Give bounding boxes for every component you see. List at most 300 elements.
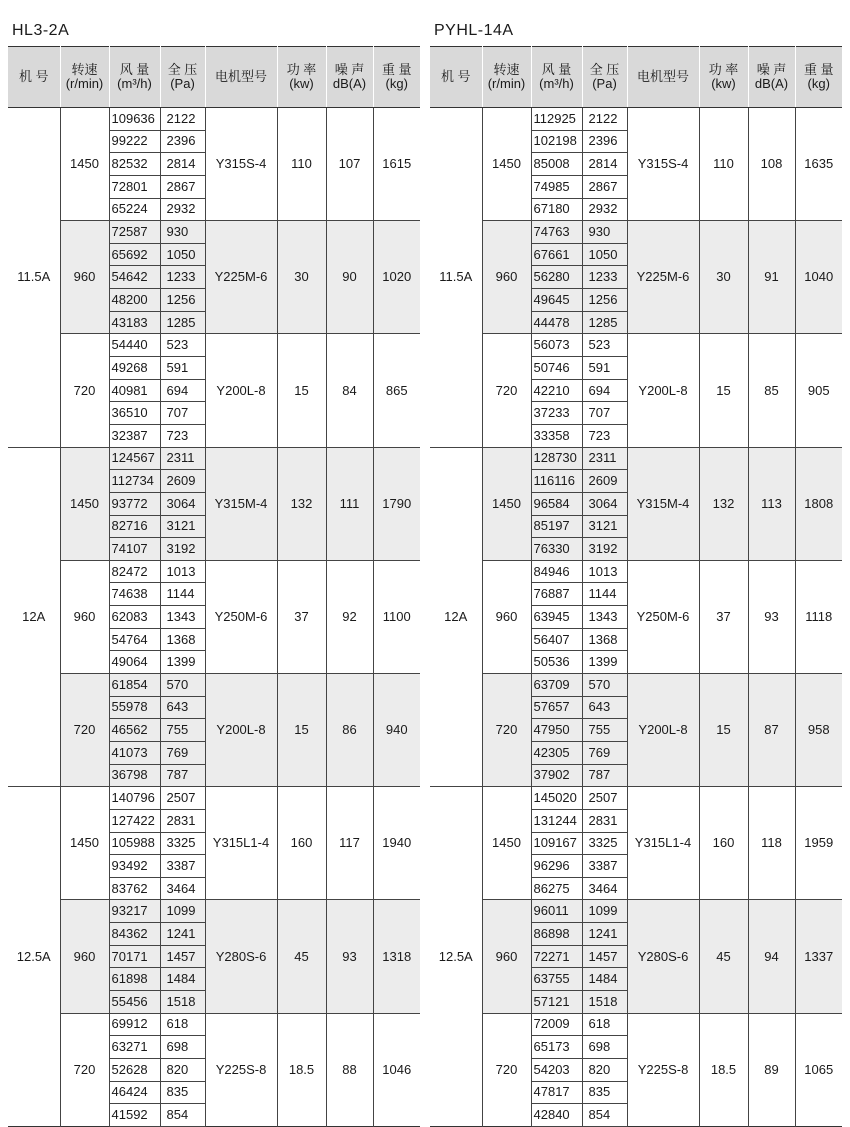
flow-cell: 54203 <box>531 1058 582 1081</box>
flow-cell: 49645 <box>531 289 582 312</box>
pressure-cell: 1099 <box>582 900 627 923</box>
power-cell: 110 <box>699 108 748 221</box>
speed-cell: 1450 <box>60 787 109 900</box>
pressure-cell: 1233 <box>582 266 627 289</box>
pressure-cell: 835 <box>582 1081 627 1104</box>
pressure-cell: 1013 <box>582 560 627 583</box>
weight-cell: 1940 <box>373 787 420 900</box>
pressure-cell: 2932 <box>160 198 205 221</box>
flow-cell: 76330 <box>531 538 582 561</box>
flow-cell: 72801 <box>109 175 160 198</box>
flow-cell: 145020 <box>531 787 582 810</box>
noise-cell: 94 <box>748 900 795 1013</box>
motor-cell: Y315L1-4 <box>205 787 277 900</box>
speed-cell: 960 <box>482 900 531 1013</box>
pressure-cell: 618 <box>582 1013 627 1036</box>
speed-cell: 1450 <box>60 108 109 221</box>
pressure-cell: 3325 <box>160 832 205 855</box>
header-noise: 噪 声 dB(A) <box>326 47 373 108</box>
weight-cell: 1790 <box>373 447 420 560</box>
weight-cell: 1046 <box>373 1013 420 1126</box>
pressure-cell: 694 <box>160 379 205 402</box>
flow-cell: 46562 <box>109 719 160 742</box>
pressure-cell: 1285 <box>160 311 205 334</box>
flow-cell: 61898 <box>109 968 160 991</box>
flow-cell: 84946 <box>531 560 582 583</box>
power-cell: 37 <box>699 560 748 673</box>
header-noise: 噪 声 dB(A) <box>748 47 795 108</box>
header-pressure: 全 压 (Pa) <box>582 47 627 108</box>
pressure-cell: 2311 <box>160 447 205 470</box>
flow-cell: 65692 <box>109 243 160 266</box>
pressure-cell: 930 <box>582 221 627 244</box>
flow-cell: 127422 <box>109 809 160 832</box>
power-cell: 18.5 <box>699 1013 748 1126</box>
flow-cell: 50746 <box>531 357 582 380</box>
flow-cell: 32387 <box>109 424 160 447</box>
speed-cell: 960 <box>60 560 109 673</box>
flow-cell: 93772 <box>109 492 160 515</box>
pressure-cell: 523 <box>160 334 205 357</box>
pressure-cell: 2814 <box>160 153 205 176</box>
pressure-cell: 3121 <box>160 515 205 538</box>
flow-cell: 65224 <box>109 198 160 221</box>
table-row <box>8 447 420 470</box>
pressure-cell: 1144 <box>582 583 627 606</box>
flow-cell: 56407 <box>531 628 582 651</box>
noise-cell: 88 <box>326 1013 373 1126</box>
flow-cell: 74107 <box>109 538 160 561</box>
speed-cell: 960 <box>60 900 109 1013</box>
speed-cell: 720 <box>60 674 109 787</box>
flow-cell: 46424 <box>109 1081 160 1104</box>
header-power: 功 率 (kw) <box>699 47 748 108</box>
header-motor: 电机型号 <box>627 47 699 108</box>
speed-cell: 720 <box>60 1013 109 1126</box>
flow-cell: 82716 <box>109 515 160 538</box>
pressure-cell: 1241 <box>582 923 627 946</box>
noise-cell: 85 <box>748 334 795 447</box>
header-model: 机 号 <box>430 47 482 108</box>
pressure-cell: 2932 <box>582 198 627 221</box>
pressure-cell: 3192 <box>582 538 627 561</box>
noise-cell: 84 <box>326 334 373 447</box>
table-body <box>8 108 420 1127</box>
table-row <box>430 674 842 697</box>
pressure-cell: 835 <box>160 1081 205 1104</box>
speed-cell: 1450 <box>482 787 531 900</box>
model-cell: 12A <box>8 447 60 787</box>
power-cell: 110 <box>277 108 326 221</box>
speed-cell: 960 <box>60 221 109 334</box>
weight-cell: 1635 <box>795 108 842 221</box>
flow-cell: 93217 <box>109 900 160 923</box>
pressure-cell: 591 <box>582 357 627 380</box>
flow-cell: 44478 <box>531 311 582 334</box>
table-row <box>430 787 842 810</box>
speed-cell: 960 <box>482 221 531 334</box>
noise-cell: 91 <box>748 221 795 334</box>
flow-cell: 61854 <box>109 674 160 697</box>
speed-cell: 720 <box>482 674 531 787</box>
flow-cell: 55456 <box>109 990 160 1013</box>
speed-cell: 1450 <box>60 447 109 560</box>
flow-cell: 65173 <box>531 1036 582 1059</box>
header-pressure: 全 压 (Pa) <box>160 47 205 108</box>
pressure-cell: 2609 <box>582 470 627 493</box>
power-cell: 132 <box>277 447 326 560</box>
noise-cell: 93 <box>326 900 373 1013</box>
motor-cell: Y315M-4 <box>205 447 277 560</box>
model-cell: 12.5A <box>430 787 482 1127</box>
flow-cell: 54642 <box>109 266 160 289</box>
header-speed: 转速 (r/min) <box>482 47 531 108</box>
speed-cell: 720 <box>60 334 109 447</box>
pressure-cell: 2507 <box>582 787 627 810</box>
pressure-cell: 1343 <box>160 606 205 629</box>
pressure-cell: 820 <box>160 1058 205 1081</box>
pressure-cell: 3325 <box>582 832 627 855</box>
pressure-cell: 643 <box>160 696 205 719</box>
flow-cell: 86898 <box>531 923 582 946</box>
pressure-cell: 2814 <box>582 153 627 176</box>
motor-cell: Y250M-6 <box>205 560 277 673</box>
pressure-cell: 1399 <box>160 651 205 674</box>
pressure-cell: 1144 <box>160 583 205 606</box>
weight-cell: 1808 <box>795 447 842 560</box>
weight-cell: 865 <box>373 334 420 447</box>
pressure-cell: 2867 <box>160 175 205 198</box>
flow-cell: 54440 <box>109 334 160 357</box>
flow-cell: 99222 <box>109 130 160 153</box>
pressure-cell: 2396 <box>160 130 205 153</box>
pressure-cell: 854 <box>160 1104 205 1127</box>
table-title-hl3-2a: HL3-2A <box>12 22 70 39</box>
flow-cell: 42305 <box>531 741 582 764</box>
header-flow: 风 量 (m³/h) <box>109 47 160 108</box>
flow-cell: 86275 <box>531 877 582 900</box>
table-row <box>8 900 420 923</box>
motor-cell: Y250M-6 <box>627 560 699 673</box>
table-title-pyhl-14a: PYHL-14A <box>434 22 514 39</box>
flow-cell: 67661 <box>531 243 582 266</box>
pressure-cell: 1343 <box>582 606 627 629</box>
speed-cell: 1450 <box>482 447 531 560</box>
table-row <box>8 334 420 357</box>
pressure-cell: 618 <box>160 1013 205 1036</box>
table-header <box>8 47 420 108</box>
flow-cell: 33358 <box>531 424 582 447</box>
pressure-cell: 1099 <box>160 900 205 923</box>
pressure-cell: 2609 <box>160 470 205 493</box>
header-model: 机 号 <box>8 47 60 108</box>
flow-cell: 82472 <box>109 560 160 583</box>
pressure-cell: 643 <box>582 696 627 719</box>
power-cell: 30 <box>277 221 326 334</box>
motor-cell: Y225M-6 <box>205 221 277 334</box>
flow-cell: 109636 <box>109 108 160 131</box>
table-row <box>430 334 842 357</box>
flow-cell: 140796 <box>109 787 160 810</box>
motor-cell: Y225S-8 <box>627 1013 699 1126</box>
pressure-cell: 3121 <box>582 515 627 538</box>
header-weight: 重 量 (kg) <box>373 47 420 108</box>
noise-cell: 111 <box>326 447 373 560</box>
flow-cell: 96584 <box>531 492 582 515</box>
header-weight: 重 量 (kg) <box>795 47 842 108</box>
flow-cell: 69912 <box>109 1013 160 1036</box>
weight-cell: 1318 <box>373 900 420 1013</box>
noise-cell: 108 <box>748 108 795 221</box>
pressure-cell: 707 <box>582 402 627 425</box>
motor-cell: Y315S-4 <box>627 108 699 221</box>
pressure-cell: 755 <box>160 719 205 742</box>
pressure-cell: 2122 <box>160 108 205 131</box>
noise-cell: 87 <box>748 674 795 787</box>
power-cell: 132 <box>699 447 748 560</box>
pressure-cell: 723 <box>160 424 205 447</box>
pressure-cell: 3464 <box>160 877 205 900</box>
model-cell: 12.5A <box>8 787 60 1127</box>
pressure-cell: 723 <box>582 424 627 447</box>
model-cell: 11.5A <box>8 108 60 448</box>
weight-cell: 905 <box>795 334 842 447</box>
pressure-cell: 1050 <box>160 243 205 266</box>
flow-cell: 83762 <box>109 877 160 900</box>
weight-cell: 1065 <box>795 1013 842 1126</box>
flow-cell: 72271 <box>531 945 582 968</box>
pressure-cell: 1399 <box>582 651 627 674</box>
flow-cell: 96011 <box>531 900 582 923</box>
pressure-cell: 1518 <box>582 990 627 1013</box>
pressure-cell: 1285 <box>582 311 627 334</box>
flow-cell: 41073 <box>109 741 160 764</box>
table-row <box>430 560 842 583</box>
pressure-cell: 698 <box>582 1036 627 1059</box>
flow-cell: 62083 <box>109 606 160 629</box>
pressure-cell: 1484 <box>160 968 205 991</box>
pressure-cell: 1256 <box>160 289 205 312</box>
power-cell: 45 <box>699 900 748 1013</box>
weight-cell: 940 <box>373 674 420 787</box>
power-cell: 160 <box>277 787 326 900</box>
noise-cell: 113 <box>748 447 795 560</box>
speed-cell: 960 <box>482 560 531 673</box>
flow-cell: 40981 <box>109 379 160 402</box>
noise-cell: 90 <box>326 221 373 334</box>
flow-cell: 63271 <box>109 1036 160 1059</box>
pressure-cell: 523 <box>582 334 627 357</box>
pressure-cell: 3464 <box>582 877 627 900</box>
noise-cell: 86 <box>326 674 373 787</box>
motor-cell: Y315L1-4 <box>627 787 699 900</box>
noise-cell: 107 <box>326 108 373 221</box>
power-cell: 37 <box>277 560 326 673</box>
pressure-cell: 3387 <box>160 855 205 878</box>
noise-cell: 92 <box>326 560 373 673</box>
pressure-cell: 707 <box>160 402 205 425</box>
noise-cell: 117 <box>326 787 373 900</box>
speed-cell: 1450 <box>482 108 531 221</box>
table-row <box>430 1013 842 1036</box>
flow-cell: 93492 <box>109 855 160 878</box>
table-row <box>8 108 420 131</box>
pressure-cell: 820 <box>582 1058 627 1081</box>
flow-cell: 109167 <box>531 832 582 855</box>
pressure-cell: 755 <box>582 719 627 742</box>
pressure-cell: 694 <box>582 379 627 402</box>
flow-cell: 82532 <box>109 153 160 176</box>
flow-cell: 36798 <box>109 764 160 787</box>
flow-cell: 54764 <box>109 628 160 651</box>
weight-cell: 958 <box>795 674 842 787</box>
table-row <box>8 674 420 697</box>
power-cell: 15 <box>277 334 326 447</box>
header-motor: 电机型号 <box>205 47 277 108</box>
flow-cell: 74985 <box>531 175 582 198</box>
motor-cell: Y200L-8 <box>205 334 277 447</box>
pressure-cell: 930 <box>160 221 205 244</box>
motor-cell: Y200L-8 <box>205 674 277 787</box>
pressure-cell: 3064 <box>160 492 205 515</box>
flow-cell: 72009 <box>531 1013 582 1036</box>
pressure-cell: 1050 <box>582 243 627 266</box>
pressure-cell: 1241 <box>160 923 205 946</box>
weight-cell: 1020 <box>373 221 420 334</box>
flow-cell: 63755 <box>531 968 582 991</box>
flow-cell: 49064 <box>109 651 160 674</box>
speed-cell: 720 <box>482 1013 531 1126</box>
table-row <box>8 560 420 583</box>
pressure-cell: 2867 <box>582 175 627 198</box>
pressure-cell: 3387 <box>582 855 627 878</box>
pressure-cell: 2507 <box>160 787 205 810</box>
flow-cell: 55978 <box>109 696 160 719</box>
power-cell: 15 <box>277 674 326 787</box>
speed-cell: 720 <box>482 334 531 447</box>
pressure-cell: 2831 <box>582 809 627 832</box>
pressure-cell: 3064 <box>582 492 627 515</box>
table-header <box>430 47 842 108</box>
flow-cell: 128730 <box>531 447 582 470</box>
model-cell: 11.5A <box>430 108 482 448</box>
flow-cell: 47817 <box>531 1081 582 1104</box>
pressure-cell: 698 <box>160 1036 205 1059</box>
flow-cell: 49268 <box>109 357 160 380</box>
flow-cell: 37233 <box>531 402 582 425</box>
weight-cell: 1959 <box>795 787 842 900</box>
flow-cell: 96296 <box>531 855 582 878</box>
pressure-cell: 1368 <box>582 628 627 651</box>
pressure-cell: 1368 <box>160 628 205 651</box>
flow-cell: 36510 <box>109 402 160 425</box>
flow-cell: 47950 <box>531 719 582 742</box>
weight-cell: 1040 <box>795 221 842 334</box>
flow-cell: 52628 <box>109 1058 160 1081</box>
pressure-cell: 1233 <box>160 266 205 289</box>
header-speed: 转速 (r/min) <box>60 47 109 108</box>
pressure-cell: 3192 <box>160 538 205 561</box>
motor-cell: Y315S-4 <box>205 108 277 221</box>
motor-cell: Y280S-6 <box>205 900 277 1013</box>
table-body <box>430 108 842 1127</box>
header-power: 功 率 (kw) <box>277 47 326 108</box>
flow-cell: 116116 <box>531 470 582 493</box>
motor-cell: Y225M-6 <box>627 221 699 334</box>
table-row <box>430 108 842 131</box>
flow-cell: 56280 <box>531 266 582 289</box>
table-row <box>430 447 842 470</box>
flow-cell: 42210 <box>531 379 582 402</box>
flow-cell: 41592 <box>109 1104 160 1127</box>
pressure-cell: 570 <box>582 674 627 697</box>
power-cell: 160 <box>699 787 748 900</box>
pressure-cell: 787 <box>160 764 205 787</box>
flow-cell: 131244 <box>531 809 582 832</box>
power-cell: 15 <box>699 674 748 787</box>
flow-cell: 70171 <box>109 945 160 968</box>
weight-cell: 1337 <box>795 900 842 1013</box>
table-row <box>8 1013 420 1036</box>
flow-cell: 67180 <box>531 198 582 221</box>
pressure-cell: 1256 <box>582 289 627 312</box>
flow-cell: 48200 <box>109 289 160 312</box>
flow-cell: 74638 <box>109 583 160 606</box>
motor-cell: Y225S-8 <box>205 1013 277 1126</box>
spec-table-hl3-2a <box>8 46 420 1127</box>
flow-cell: 85197 <box>531 515 582 538</box>
weight-cell: 1100 <box>373 560 420 673</box>
flow-cell: 105988 <box>109 832 160 855</box>
flow-cell: 112925 <box>531 108 582 131</box>
pressure-cell: 2311 <box>582 447 627 470</box>
flow-cell: 42840 <box>531 1104 582 1127</box>
table-row <box>430 900 842 923</box>
power-cell: 45 <box>277 900 326 1013</box>
power-cell: 18.5 <box>277 1013 326 1126</box>
noise-cell: 118 <box>748 787 795 900</box>
pressure-cell: 1457 <box>582 945 627 968</box>
flow-cell: 112734 <box>109 470 160 493</box>
flow-cell: 56073 <box>531 334 582 357</box>
pressure-cell: 769 <box>160 741 205 764</box>
header-flow: 风 量 (m³/h) <box>531 47 582 108</box>
weight-cell: 1118 <box>795 560 842 673</box>
flow-cell: 102198 <box>531 130 582 153</box>
pressure-cell: 2831 <box>160 809 205 832</box>
pressure-cell: 1013 <box>160 560 205 583</box>
table-row <box>430 221 842 244</box>
weight-cell: 1615 <box>373 108 420 221</box>
flow-cell: 72587 <box>109 221 160 244</box>
table-row <box>8 787 420 810</box>
pressure-cell: 854 <box>582 1104 627 1127</box>
flow-cell: 57121 <box>531 990 582 1013</box>
table-row <box>8 221 420 244</box>
noise-cell: 89 <box>748 1013 795 1126</box>
power-cell: 15 <box>699 334 748 447</box>
flow-cell: 84362 <box>109 923 160 946</box>
pressure-cell: 2396 <box>582 130 627 153</box>
flow-cell: 37902 <box>531 764 582 787</box>
power-cell: 30 <box>699 221 748 334</box>
motor-cell: Y200L-8 <box>627 674 699 787</box>
model-cell: 12A <box>430 447 482 787</box>
flow-cell: 63709 <box>531 674 582 697</box>
flow-cell: 74763 <box>531 221 582 244</box>
pressure-cell: 570 <box>160 674 205 697</box>
pressure-cell: 1457 <box>160 945 205 968</box>
